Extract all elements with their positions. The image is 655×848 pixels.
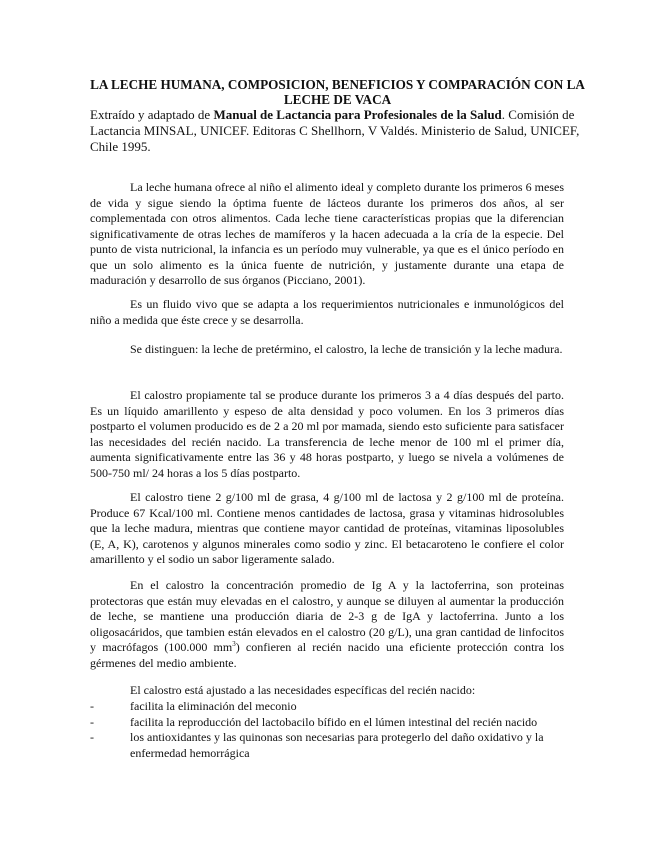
paragraph-6-text-b: ) confieren al recién nacido una eficiente protección contra los gérmenes del medio ambiente. (90, 640, 565, 670)
list-dash: - (90, 730, 94, 744)
paragraph-6-text-a: En el calostro la concentración promedio de Ig A y la lactoferrina, son proteinas protectoras que están muy elevadas en el calostro, y aunque se diluyen al aumentar la producción de leche, se mantiene una producción diaria de 2-3 g de IgA y lactoferrina. Junto a los oligosacáridos, que tambien están elevados en el calostro (20 g/L), una gran cantidad de linfocitos y macrófagos (100.000 mm (90, 578, 564, 654)
source-book-title: Manual de Lactancia para Profesionales de la Salud (213, 107, 502, 122)
list-item-text: facilita la reproducción del lactobacilo bífido en el lúmen intestinal del recién nacido (130, 714, 538, 729)
source-prefix: Extraído y adaptado de (90, 107, 214, 122)
source-citation (90, 107, 585, 155)
document-title: LA LECHE HUMANA, COMPOSICION, BENEFICIOS Y COMPARACIÓN CON LA LECHE DE VACA (90, 77, 585, 107)
paragraph-2: Es un fluido vivo que se adapta a los requerimientos nutricionales e inmunológicos del niño a medida que éste crece y se desarrolla. (90, 297, 564, 327)
list-item (90, 699, 570, 715)
source-suffix: . Comisión de Lactancia MINSAL, UNICEF. Editoras C Shellhorn, V Valdés. Ministerio de Salud, UNICEF, Chile 1995. (90, 107, 580, 154)
list-item-text: los antioxidantes y las quinonas son necesarias para protegerlo del daño oxidativo y la enfermedad hemorrágica (130, 730, 544, 760)
benefit-list (90, 699, 570, 761)
paragraph-3: Se distinguen: la leche de pretérmino, el calostro, la leche de transición y la leche madura. (130, 342, 563, 356)
list-dash: - (90, 714, 94, 729)
list-dash: - (90, 699, 94, 713)
list-item (90, 730, 570, 761)
list-intro: El calostro está ajustado a las necesidades específicas del recién nacido: (130, 683, 476, 697)
paragraph-6 (90, 578, 564, 671)
paragraph-5: El calostro tiene 2 g/100 ml de grasa, 4 g/100 ml de lactosa y 2 g/100 ml de proteína. Produce 67 Kcal/100 ml. Contiene menos cantidades de lactosa, grasa y vitaminas hidrosolubles que la leche madura, mientras que contiene mayor cantidad de proteínas, vitaminas liposolubles (E, A, K), carotenos y algunos minerales como sodio y zinc. El betacaroteno le confiere el color amarillento y el sodio un sabor ligeramente salado. (90, 490, 564, 566)
paragraph-4: El calostro propiamente tal se produce durante los primeros 3 a 4 días después del parto. Es un líquido amarillento y espeso de alta densidad y poco volumen. En los 3 primeros días postparto el volumen producido es de 2 a 20 ml por mamada, siendo esto suficiente para satisfacer las necesidades del recién nacido. La transferencia de leche menor de 100 ml el primer día, aumenta significativamente entre las 36 y 48 horas postparto, y luego se nivela a volúmenes de 500-750 ml/ 24 horas a los 5 días postparto. (90, 388, 564, 480)
superscript-three: 3 (232, 640, 236, 648)
list-item (90, 715, 570, 731)
list-item-text: facilita la eliminación del meconio (130, 699, 297, 713)
paragraph-1: La leche humana ofrece al niño el alimento ideal y completo durante los primeros 6 meses de vida y sigue siendo la óptima fuente de lácteos durante los primeros dos años, al ser complementada con otros alimentos. Cada leche tiene características propias que la diferencian significativamente de otras leches de mamíferos y la hacen adecuada a la cría de la especie. Del punto de vista nutricional, la infancia es un período muy vulnerable, ya que es el único período en que un solo alimento es la única fuente de nutrición, y justamente durante una etapa de maduración y desarrollo de sus órganos (Picciano, 2001). (90, 180, 564, 287)
